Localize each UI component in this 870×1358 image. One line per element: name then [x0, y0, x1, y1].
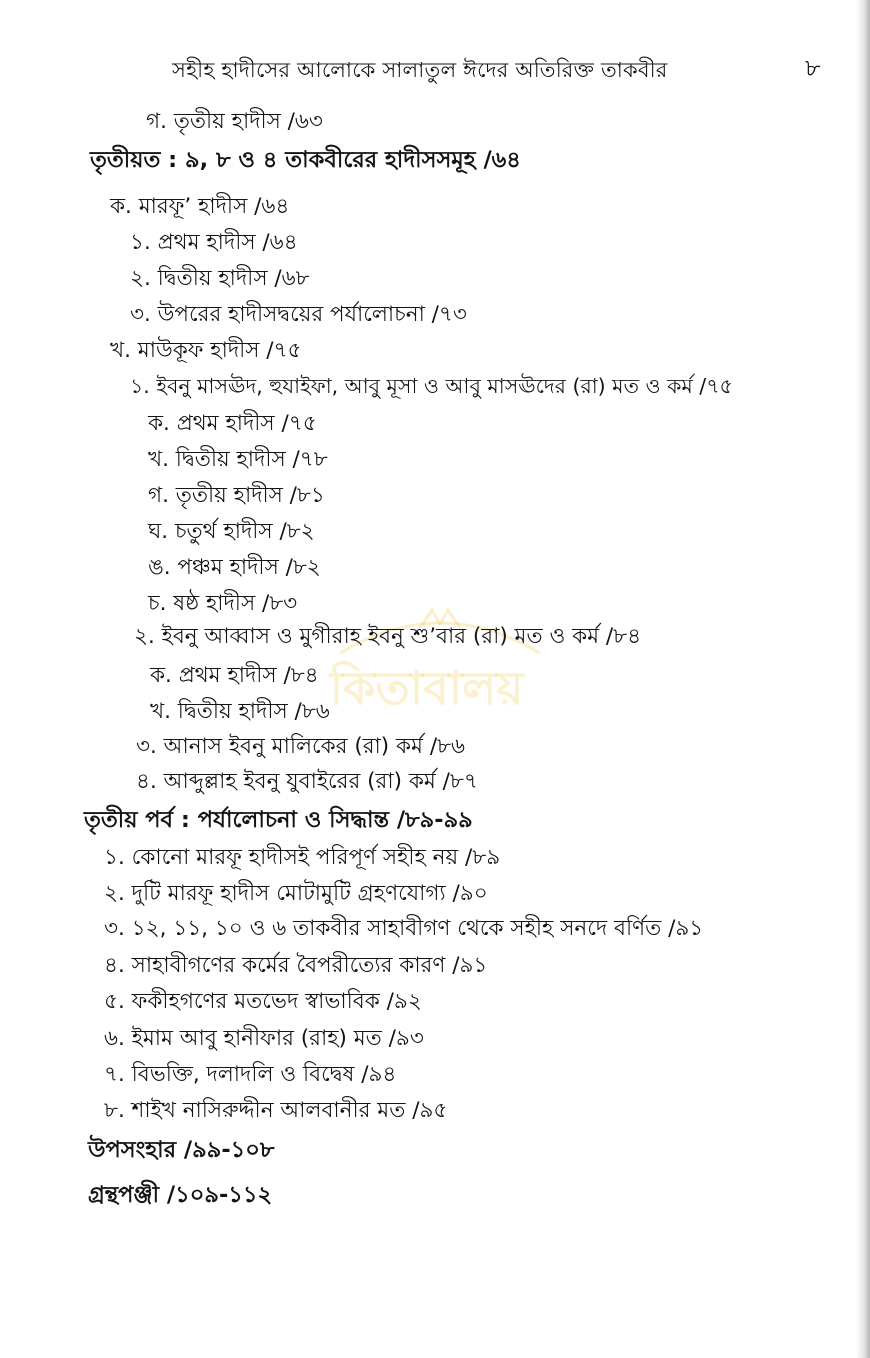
watermark-text: কিতাবালয় [330, 661, 524, 715]
toc-line: ৩. উপরের হাদীসদ্বয়ের পর্যালোচনা /৭৩ [130, 302, 467, 327]
toc-line: ৭. বিভক্তি, দলাদলি ও বিদ্বেষ /৯৪ [104, 1062, 397, 1087]
page-number: ৮ [805, 54, 821, 82]
toc-line: ৪. আব্দুল্লাহ ইবনু যুবাইরের (রা) কর্ম /৮৭ [136, 769, 478, 794]
toc-line: ক. প্রথম হাদীস /৮৪ [150, 663, 319, 688]
toc-section-heading: তৃতীয়ত : ৯, ৮ ও ৪ তাকবীরের হাদীসসমূহ /৬৪ [90, 147, 521, 173]
toc-line: ২. দুটি মারফূ হাদীস মোটামুটি গ্রহণযোগ্য /৯০ [104, 881, 488, 906]
toc-line: ক. মারফূ’ হাদীস /৬৪ [110, 194, 290, 219]
toc-line: খ. দ্বিতীয় হাদীস /৭৮ [148, 447, 328, 472]
watermark-logo [300, 598, 580, 718]
toc-line: গ. তৃতীয় হাদীস /৮১ [148, 483, 325, 508]
toc-section-heading: গ্রন্থপঞ্জী /১০৯-১১২ [88, 1182, 273, 1208]
toc-line: ক. প্রথম হাদীস /৭৫ [148, 411, 317, 436]
toc-line: ৮. শাইখ নাসিরুদ্দীন আলবানীর মত /৯৫ [104, 1098, 448, 1123]
crown-icon [300, 598, 580, 718]
toc-line: ৩. ১২, ১১, ১০ ও ৬ তাকবীর সাহাবীগণ থেকে সহীহ সনদে বর্ণিত /৯১ [104, 916, 704, 941]
toc-line: ২. ইবনু আব্বাস ও মুগীরাহ ইবনু শু’বার (রা) মত ও কর্ম /৮৪ [134, 624, 642, 649]
toc-line: গ. তৃতীয় হাদীস /৬৩ [146, 109, 323, 134]
toc-section-heading: উপসংহার /৯৯-১০৮ [88, 1137, 275, 1163]
toc-line: ১. ইবনু মাসঊদ, হুযাইফা, আবু মূসা ও আবু মাসঊদের (রা) মত ও কর্ম /৭৫ [130, 374, 733, 398]
toc-line: ১. প্রথম হাদীস /৬৪ [130, 230, 298, 255]
toc-line: খ. দ্বিতীয় হাদীস /৮৬ [150, 699, 330, 724]
toc-line: ৪. সাহাবীগণের কর্মের বৈপরীত্যের কারণ /৯১ [104, 953, 488, 978]
toc-line: ১. কোনো মারফূ হাদীসই পরিপূর্ণ সহীহ নয় /৮৯ [104, 845, 501, 870]
page-edge-shadow [856, 0, 870, 1358]
toc-line: চ. ষষ্ঠ হাদীস /৮৩ [148, 591, 298, 616]
toc-line: ৫. ফকীহগণের মতভেদ স্বাভাবিক /৯২ [104, 989, 422, 1014]
toc-line: ২. দ্বিতীয় হাদীস /৬৮ [130, 266, 310, 291]
toc-line: ৬. ইমাম আবু হানীফার (রাহ) মত /৯৩ [104, 1026, 424, 1051]
toc-line: ঙ. পঞ্চম হাদীস /৮২ [148, 555, 321, 580]
running-header-title: সহীহ হাদীসের আলোকে সালাতুল ঈদের অতিরিক্ত তাকবীর [172, 58, 668, 82]
toc-line: ঘ. চতুর্থ হাদীস /৮২ [148, 519, 315, 544]
toc-line: ৩. আনাস ইবনু মালিকের (রা) কর্ম /৮৬ [136, 734, 465, 759]
toc-line: খ. মাউকূফ হাদীস /৭৫ [110, 338, 302, 363]
toc-section-heading: তৃতীয় পর্ব : পর্যালোচনা ও সিদ্ধান্ত /৮৯-৯৯ [84, 807, 473, 833]
